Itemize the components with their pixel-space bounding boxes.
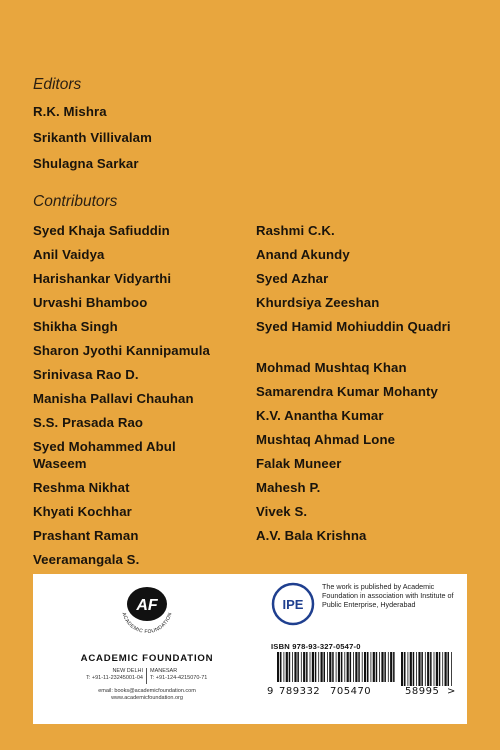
- barcode-bar: [367, 652, 369, 682]
- city-manesar: [150, 668, 225, 682]
- editor-name: Srikanth Villivalam: [33, 130, 152, 145]
- contributor-name: Syed Hamid Mohiuddin Quadri: [256, 319, 451, 334]
- barcode-bar: [292, 652, 293, 682]
- city-new-delhi: [73, 668, 143, 682]
- contributor-name: Manisha Pallavi Chauhan: [33, 391, 194, 406]
- barcode-bar: [425, 652, 426, 686]
- barcode-bar: [445, 652, 447, 686]
- barcode-bar: [344, 652, 345, 682]
- barcode-bar: [384, 652, 386, 682]
- contributor-name: K.V. Anantha Kumar: [256, 408, 384, 423]
- editor-name: Shulagna Sarkar: [33, 156, 139, 171]
- contributor-name: Khyati Kochhar: [33, 504, 132, 519]
- barcode-addon-mark: >: [447, 686, 456, 697]
- contributor-name: Syed Mohammed Abul Waseem: [33, 439, 176, 471]
- contributor-name: Samarendra Kumar Mohanty: [256, 384, 438, 399]
- barcode-bar: [277, 652, 279, 682]
- barcode-bar: [436, 652, 438, 686]
- barcode-bar: [284, 652, 285, 682]
- city-name: NEW DELHI: [112, 668, 143, 674]
- publisher-contact: [33, 688, 261, 702]
- academic-foundation-logo: [116, 582, 178, 634]
- contributor-name: Anand Akundy: [256, 247, 350, 262]
- barcode-bar: [353, 652, 354, 682]
- barcode-bar: [401, 652, 403, 686]
- publisher-panel: [33, 574, 467, 724]
- contributor-name: Harishankar Vidyarthi: [33, 271, 172, 286]
- barcode-bar: [303, 652, 305, 682]
- contributor-name: Prashant Raman: [33, 528, 139, 543]
- contributor-name: Khurdsiya Zeeshan: [256, 295, 380, 310]
- contributor-name: Reshma Nikhat: [33, 480, 130, 495]
- barcode-bar: [301, 652, 302, 682]
- barcode-bar: [379, 652, 380, 682]
- editors-heading: Editors: [33, 76, 82, 93]
- contributor-name: S.S. Prasada Rao: [33, 415, 144, 430]
- barcode-bar: [294, 652, 296, 682]
- ipe-logo-text: IPE: [282, 597, 304, 612]
- barcode-bar: [376, 652, 378, 682]
- contributors-heading: Contributors: [33, 193, 118, 210]
- barcode-bar: [388, 652, 389, 682]
- barcode-digits-2: 705470: [330, 686, 372, 697]
- barcode-bar: [430, 652, 432, 686]
- barcode-bar: [442, 652, 443, 686]
- barcode-bar: [324, 652, 326, 682]
- logo-arc-textpath: ACADEMIC FOUNDATION: [120, 611, 174, 634]
- city-phone: T: +91-11-23245001-04: [86, 675, 143, 681]
- isbn-label: ISBN 978-93-327-0547-0: [271, 642, 361, 651]
- barcode-digits-1: 789332: [279, 686, 321, 697]
- contributor-name: Shikha Singh: [33, 319, 118, 334]
- barcode-bar: [358, 652, 360, 682]
- barcode-bar: [427, 652, 429, 686]
- contributor-name: Srinivasa Rao D.: [33, 367, 139, 382]
- contributor-name: Vivek S.: [256, 504, 308, 519]
- barcode-bar: [416, 652, 417, 686]
- barcode-bar: [393, 652, 395, 682]
- barcode-bar: [350, 652, 352, 682]
- barcode-bar: [373, 652, 375, 682]
- contributor-name: Rashmi C.K.: [256, 223, 335, 238]
- contributor-name: Anil Vaidya: [33, 247, 105, 262]
- contributor-name: Mohmad Mushtaq Khan: [256, 360, 407, 375]
- barcode-bar: [448, 652, 450, 686]
- barcode-bar: [315, 652, 317, 682]
- contributor-name: A.V. Bala Krishna: [256, 528, 367, 543]
- city-name: MANESAR: [150, 668, 178, 674]
- barcode-bar: [434, 652, 435, 686]
- barcode-bar: [310, 652, 311, 682]
- ipe-publication-note: The work is published by Academic Foundation in association with Institute of Public Enterprise, Hyderabad: [322, 582, 454, 610]
- barcode-bar: [421, 652, 423, 686]
- contributor-name: Veeramangala S.: [33, 552, 140, 567]
- barcode-bar: [355, 652, 357, 682]
- barcode-bar: [312, 652, 314, 682]
- barcode-bar: [338, 652, 340, 682]
- editor-name: R.K. Mishra: [33, 104, 107, 119]
- barcode-bar: [404, 652, 406, 686]
- barcode-bar: [390, 652, 392, 682]
- barcode-bar: [362, 652, 363, 682]
- barcode-bar: [451, 652, 452, 686]
- contributor-name: Urvashi Bhamboo: [33, 295, 148, 310]
- isbn-barcode: [267, 652, 463, 686]
- contributor-name: Falak Muneer: [256, 456, 342, 471]
- barcode-bar: [329, 652, 331, 682]
- logo-letters: AF: [136, 597, 158, 614]
- barcode-bar: [327, 652, 328, 682]
- barcode-bar: [341, 652, 343, 682]
- barcode-bar: [306, 652, 308, 682]
- barcode-bar: [286, 652, 288, 682]
- barcode-bar: [364, 652, 366, 682]
- barcode-bar: [297, 652, 299, 682]
- barcode-bar: [347, 652, 349, 682]
- barcode-bar: [439, 652, 441, 686]
- barcode-bar: [318, 652, 319, 682]
- barcode-bar: [289, 652, 291, 682]
- city-phone: T: +91-124-4215070-71: [150, 675, 208, 681]
- barcode-bar: [408, 652, 409, 686]
- barcode-bar: [381, 652, 383, 682]
- barcode-addon-digits: 58995: [405, 686, 440, 697]
- barcode-bar: [413, 652, 415, 686]
- barcode-bar: [371, 652, 372, 682]
- barcode-bar: [418, 652, 420, 686]
- city-divider: [146, 668, 147, 684]
- ipe-logo: [271, 582, 315, 626]
- contributor-name: Mahesh P.: [256, 480, 321, 495]
- barcode-bar: [280, 652, 282, 682]
- barcode-bar: [336, 652, 337, 682]
- publisher-name: ACADEMIC FOUNDATION: [80, 653, 214, 664]
- barcode-bar: [321, 652, 323, 682]
- contributor-name: Mushtaq Ahmad Lone: [256, 432, 396, 447]
- barcode-lead-digit: 9: [267, 686, 274, 697]
- publisher-email: email: books@academicfoundation.com: [98, 688, 196, 694]
- contributor-name: Sharon Jyothi Kannipamula: [33, 343, 210, 358]
- publisher-website: www.academicfoundation.org: [111, 695, 183, 701]
- barcode-bar: [410, 652, 412, 686]
- barcode-bar: [332, 652, 334, 682]
- contributor-name: Syed Azhar: [256, 271, 329, 286]
- contributor-name: Syed Khaja Safiuddin: [33, 223, 170, 238]
